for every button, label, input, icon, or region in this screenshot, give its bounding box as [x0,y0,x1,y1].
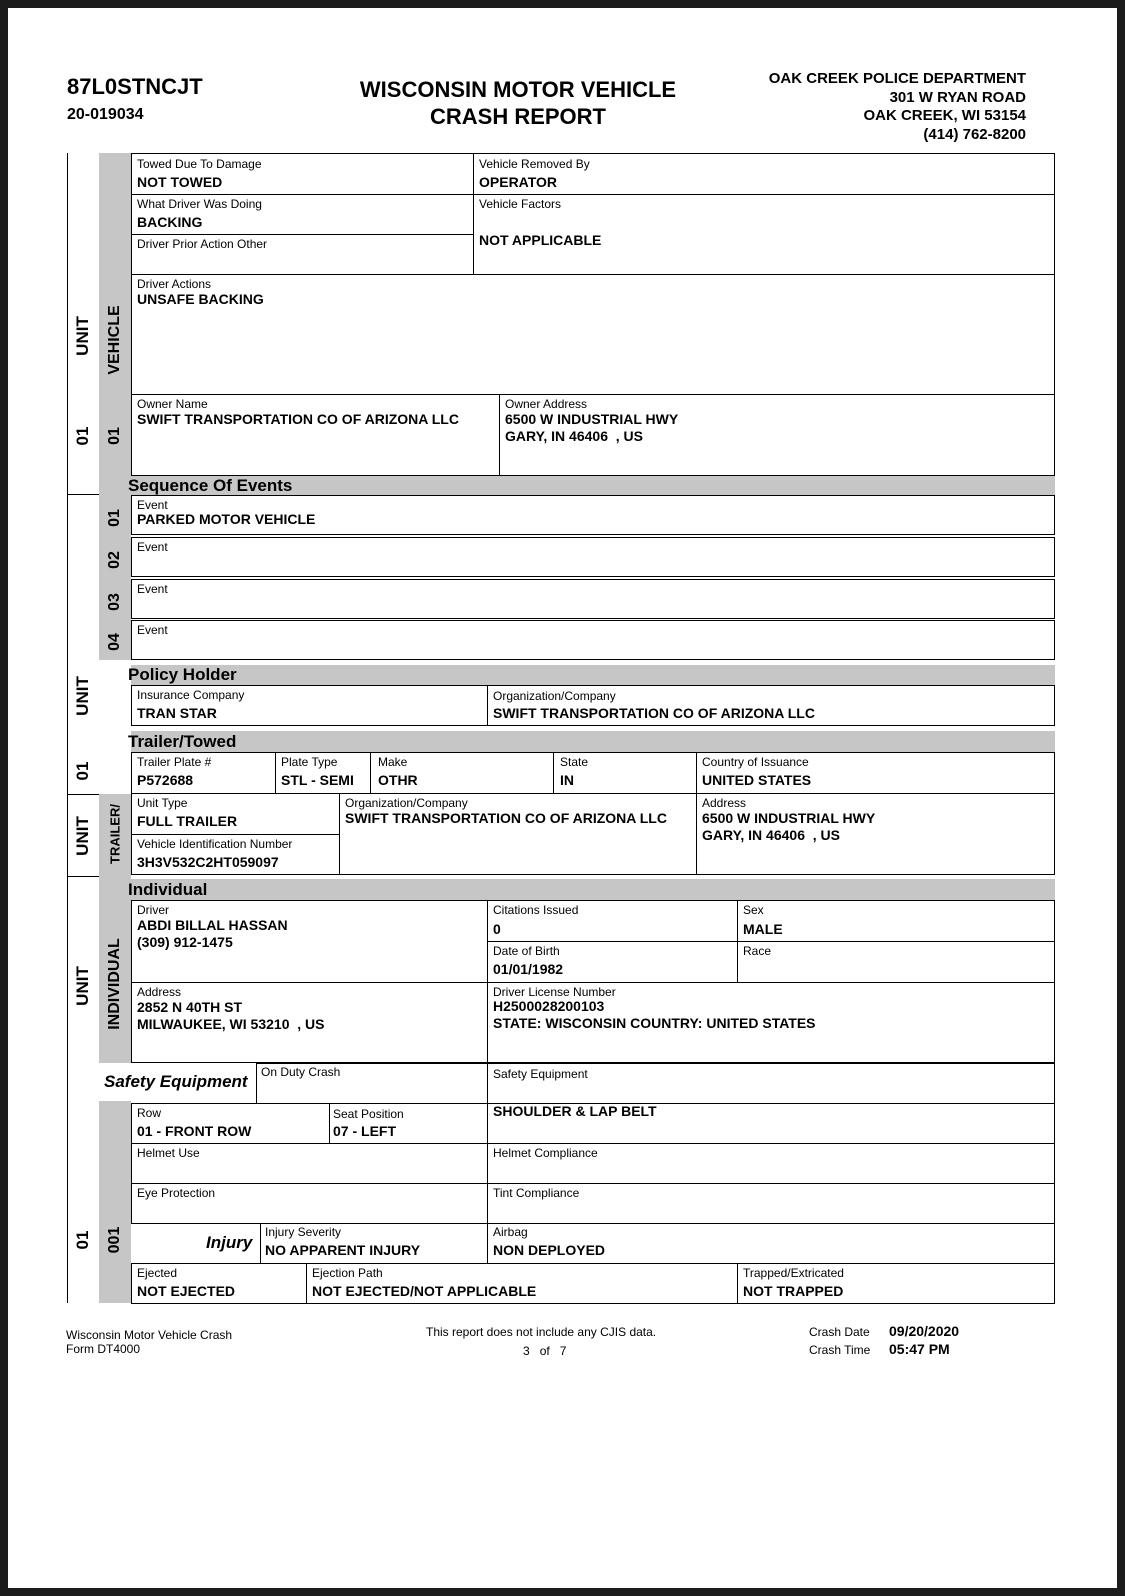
individual-row-divider [487,941,1055,942]
event-box-04 [131,620,1055,660]
unit-label: UNIT [73,676,92,716]
driver-name: ABDI BILLAL HASSAN [137,917,288,933]
citations-label: Citations Issued [493,903,579,917]
safety-row-divider [131,1143,1055,1144]
airbag-label: Airbag [493,1225,528,1239]
safety-col-divider [487,1103,488,1224]
injury-severity-value: NO APPARENT INJURY [265,1242,421,1258]
case-number: 20-019034 [67,106,144,123]
department-name: OAK CREEK POLICE DEPARTMENT [768,70,1026,87]
trailer-title-bar [131,731,1055,752]
dob-label: Date of Birth [493,944,560,958]
vehicle-row-divider [131,194,1055,195]
race-label: Race [743,944,772,958]
ejected-label: Ejected [137,1266,178,1280]
vehicle-row-divider [131,394,1055,395]
driver-phone: (309) 912-1475 [137,934,233,950]
trailer-row-divider [131,793,1055,794]
plate-type-label: Plate Type [281,755,338,769]
trailer-title: Trailer/Towed [128,732,237,751]
license-label: Driver License Number [493,985,616,999]
vin-label: Vehicle Identification Number [137,837,293,851]
trailer-col-divider [370,752,371,793]
report-title [308,76,728,130]
department-street: 301 W RYAN ROAD [889,88,1026,106]
trailer-col-divider [696,752,697,875]
event-label: Event [137,623,168,637]
individual-row-divider [131,982,1055,983]
helmet-use-label: Helmet Use [137,1146,200,1160]
event-number-02: 02 [106,551,123,569]
make-value: OTHR [378,772,418,788]
report-title-line1: WISCONSIN MOTOR VEHICLE [359,77,677,102]
make-label: Make [378,755,408,769]
owner-name-label: Owner Name [137,397,208,411]
document-id: 87L0STNCJT [67,74,203,99]
policy-title-bar [131,665,1055,685]
tint-compliance-label: Tint Compliance [493,1186,580,1200]
sex-label: Sex [743,903,764,917]
sequence-title: Sequence Of Events [128,476,293,495]
event-label: Event [137,582,168,596]
ejection-path-value: NOT EJECTED/NOT APPLICABLE [312,1283,537,1299]
vehicle-side-label: VEHICLE [106,305,123,375]
page-indicator [523,1344,566,1358]
individual-address-label: Address [137,985,182,999]
safety-equipment-value: SHOULDER & LAP BELT [493,1103,657,1119]
policy-org-label: Organization/Company [493,689,616,703]
crash-date-value: 09/20/2020 [889,1323,960,1339]
trailer-col-divider [339,793,340,875]
on-duty-label: On Duty Crash [261,1065,341,1079]
safety-title: Safety Equipment [104,1072,248,1091]
driver-label: Driver [137,903,169,917]
towed-value: NOT TOWED [137,174,223,190]
vehicle-row-divider [131,274,1055,275]
trailer-address-line1: 6500 W INDUSTRIAL HWY [702,810,876,826]
removed-by-label: Vehicle Removed By [479,157,590,171]
crash-time-label: Crash Time [809,1343,871,1357]
policy-title: Policy Holder [128,665,237,684]
unit-type-value: FULL TRAILER [137,813,238,829]
country-value: UNITED STATES [702,772,812,788]
vin-value: 3H3V532C2HT059097 [137,854,279,870]
individual-title: Individual [128,880,208,899]
form-number: Form DT4000 [66,1342,141,1356]
form-name: Wisconsin Motor Vehicle Crash [66,1328,233,1342]
trailer-address-line2: GARY, IN 46406 , US [702,827,840,843]
rail-divider [67,794,99,795]
citations-value: 0 [493,921,501,937]
row-value: 01 - FRONT ROW [137,1123,252,1139]
unit-label: UNIT [73,316,92,356]
individual-side-label: INDIVIDUAL [106,938,123,1030]
event-number-01: 01 [106,509,123,527]
report-title-line2: CRASH REPORT [429,104,606,129]
cjis-note: This report does not include any CJIS data. [426,1325,657,1339]
driver-doing-label: What Driver Was Doing [137,197,262,211]
safety-row-divider [131,1183,1055,1184]
unit-label: UNIT [73,816,92,856]
trapped-label: Trapped/Extricated [743,1266,844,1280]
ejection-box [131,1263,1055,1304]
vehicle-row-divider [131,234,473,235]
report-page [8,8,1117,1588]
event-number-03: 03 [106,593,123,611]
ejection-path-label: Ejection Path [312,1266,383,1280]
department-city: OAK CREEK, WI 53154 [863,107,1026,124]
event-value-01: PARKED MOTOR VEHICLE [137,511,316,527]
policy-org-value: SWIFT TRANSPORTATION CO OF ARIZONA LLC [493,705,815,721]
crash-date-label: Crash Date [809,1325,870,1339]
trailer-col-divider [275,752,276,793]
trailer-address-label: Address [702,796,747,810]
trailer-plate-label: Trailer Plate # [137,755,212,769]
ejection-col-divider [737,1263,738,1304]
vehicle-factors-value: NOT APPLICABLE [479,232,602,248]
state-value: IN [560,772,574,788]
individual-address-line2: MILWAUKEE, WI 53210 , US [137,1016,325,1032]
prior-action-label: Driver Prior Action Other [137,237,268,251]
crash-time-value: 05:47 PM [889,1341,950,1357]
unit-number: 01 [73,761,92,781]
license-state: STATE: WISCONSIN COUNTRY: UNITED STATES [493,1015,816,1031]
safety-side-bar [99,1101,131,1303]
vehicle-side-number: 01 [106,427,123,445]
helmet-compliance-label: Helmet Compliance [493,1146,598,1160]
unit-type-label: Unit Type [137,796,188,810]
vehicle-col-divider [473,153,474,274]
driver-actions-label: Driver Actions [137,277,212,291]
trapped-value: NOT TRAPPED [743,1283,844,1299]
owner-name-value: SWIFT TRANSPORTATION CO OF ARIZONA LLC [137,411,459,427]
owner-address-line1: 6500 W INDUSTRIAL HWY [505,411,679,427]
license-value: H2500028200103 [493,998,605,1014]
towed-label: Towed Due To Damage [137,157,262,171]
policy-col-divider [487,685,488,726]
ejection-col-divider [306,1263,307,1304]
rail-line [67,153,68,1303]
rail-divider [67,876,99,877]
trailer-org-label: Organization/Company [345,796,468,810]
removed-by-value: OPERATOR [479,174,558,190]
plate-type-value: STL - SEMI [281,772,354,788]
trailer-plate-value: P572688 [137,772,194,788]
trailer-side-label: TRAILER/ [107,804,123,864]
page-current: 3 [523,1344,530,1358]
department-block [769,70,1026,144]
owner-address-line2: GARY, IN 46406 , US [505,428,643,444]
injury-col-divider [487,1223,488,1264]
seat-position-label: Seat Position [333,1107,404,1121]
airbag-value: NON DEPLOYED [493,1242,606,1258]
individual-address-line1: 2852 N 40TH ST [137,999,243,1015]
trailer-row-divider [131,834,339,835]
country-label: Country of Issuance [702,755,809,769]
injury-title: Injury [206,1233,253,1252]
page-total: 7 [559,1344,567,1358]
event-label: Event [137,498,168,512]
individual-title-bar [131,879,1055,900]
vehicle-col-divider [499,394,500,476]
rail-divider [67,494,99,495]
ejected-value: NOT EJECTED [137,1283,236,1299]
trailer-col-divider [553,752,554,793]
event-box-02 [131,537,1055,577]
injury-severity-label: Injury Severity [265,1225,342,1239]
unit-number: 01 [73,426,92,446]
unit-number: 01 [73,1230,92,1250]
eye-protection-label: Eye Protection [137,1186,216,1200]
dob-value: 01/01/1982 [493,961,564,977]
state-label: State [560,755,589,769]
trailer-org-value: SWIFT TRANSPORTATION CO OF ARIZONA LLC [345,810,667,826]
insurance-value: TRAN STAR [137,705,217,721]
unit-label: UNIT [73,966,92,1006]
individual-side-number: 001 [106,1226,123,1254]
sex-value: MALE [743,921,783,937]
event-label: Event [137,540,168,554]
safety-equipment-label: Safety Equipment [493,1067,588,1081]
driver-actions-value: UNSAFE BACKING [137,291,264,307]
page-of: of [539,1344,550,1358]
department-phone: (414) 762-8200 [923,125,1026,143]
driver-doing-value: BACKING [137,214,203,230]
event-number-04: 04 [106,633,123,651]
owner-address-label: Owner Address [505,397,588,411]
row-label: Row [137,1106,162,1120]
seat-position-value: 07 - LEFT [333,1123,397,1139]
vehicle-factors-label: Vehicle Factors [479,197,562,211]
insurance-label: Insurance Company [137,688,245,702]
event-box-03 [131,579,1055,619]
safety-col-divider [329,1103,330,1144]
